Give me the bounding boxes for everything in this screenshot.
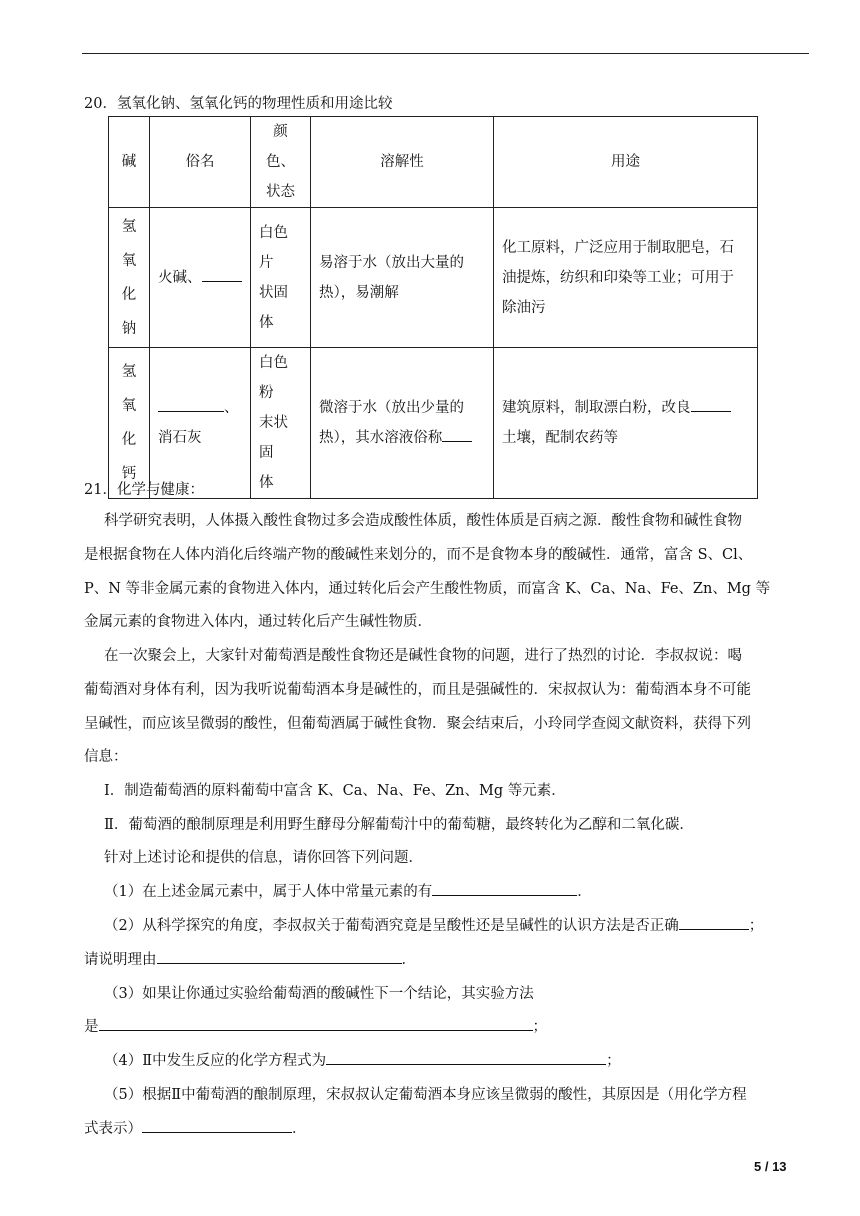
p2-line4: 信息： bbox=[84, 749, 128, 765]
q4-equation-blank[interactable] bbox=[326, 1051, 606, 1065]
question-4: （4）Ⅱ中发生反应的化学方程式为 ； bbox=[104, 1053, 621, 1069]
q3-method-blank[interactable] bbox=[99, 1017, 533, 1031]
naoh-solubility: 易溶于水（放出大量的 热），易潮解 bbox=[311, 208, 494, 348]
caoh-solution-blank[interactable] bbox=[442, 428, 472, 442]
naoh-common-blank[interactable] bbox=[202, 268, 242, 282]
p2-line1: 在一次聚会上，大家针对葡萄酒是酸性食物还是碱性食物的问题，进行了热烈的讨论．李叔叔说：喝 bbox=[104, 648, 742, 664]
table-row-caoh bbox=[109, 348, 758, 499]
caoh-solubility: 微溶于水（放出少量的 热），其水溶液俗称 bbox=[311, 348, 494, 499]
p1-line3: P、N 等非金属元素的食物进入体内，通过转化后会产生酸性物质，而富含 K、Ca、Na、Fe、Zn、Mg 等 bbox=[84, 581, 771, 597]
prompt-line: 针对上述讨论和提供的信息，请你回答下列问题． bbox=[104, 850, 423, 866]
naoh-common-name: 火碱、 bbox=[150, 208, 251, 348]
info-2: Ⅱ．葡萄酒的酿制原理是利用野生酵母分解葡萄汁中的葡萄糖，最终转化为乙醇和二氧化碳． bbox=[104, 817, 694, 833]
table-header-row bbox=[109, 117, 758, 208]
question-1: （1）在上述金属元素中，属于人体中常量元素的有 ． bbox=[104, 884, 592, 900]
caoh-common-name: 、 消石灰 bbox=[150, 348, 251, 499]
question-2: （2）从科学探究的角度，李叔叔关于葡萄酒究竟是呈酸性还是呈碱性的认识方法是否正确 ； bbox=[104, 918, 764, 934]
p1-line4: 金属元素的食物进入体内，通过转化后产生碱性物质． bbox=[84, 614, 432, 630]
question-2-reason: 请说明理由 ． bbox=[84, 952, 416, 968]
q2-correct-blank[interactable] bbox=[679, 916, 749, 930]
table-row-naoh bbox=[109, 208, 758, 348]
question-5: （5）根据Ⅱ中葡萄酒的酿制原理，宋叔叔认定葡萄酒本身应该呈微弱的酸性，其原因是（用化学方程 bbox=[104, 1087, 747, 1103]
naoh-state: 白色片 状固体 bbox=[251, 208, 311, 348]
p1-line2: 是根据食物在人体内消化后终端产物的酸碱性来划分的，而不是食物本身的酸碱性．通常，富含 S、Cl、 bbox=[84, 547, 753, 563]
header-base: 碱 bbox=[109, 117, 150, 208]
q5-equation-blank[interactable] bbox=[142, 1119, 292, 1133]
q1-answer-blank[interactable] bbox=[432, 882, 577, 896]
naoh-name: 氢 氧 化 钠 bbox=[109, 208, 150, 348]
info-1: Ⅰ．制造葡萄酒的原料葡萄中富含 K、Ca、Na、Fe、Zn、Mg 等元素． bbox=[104, 783, 566, 799]
header-common-name: 俗名 bbox=[150, 117, 251, 208]
caoh-uses-blank[interactable] bbox=[691, 398, 731, 412]
naoh-uses: 化工原料，广泛应用于制取肥皂，石 油提炼，纺织和印染等工业；可用于 除油污 bbox=[494, 208, 758, 348]
p2-line2: 葡萄酒对身体有利，因为我听说葡萄酒本身是碱性的，而且是强碱性的．宋叔叔认为：葡萄酒本身不可能 bbox=[84, 682, 751, 698]
header-rule bbox=[82, 53, 809, 54]
question-3-method: 是 ； bbox=[84, 1019, 547, 1035]
page-number: 5 / 13 bbox=[754, 1159, 787, 1174]
header-uses: 用途 bbox=[494, 117, 758, 208]
q21-title: 21．化学与健康： bbox=[84, 482, 204, 498]
caoh-name: 氢 氧 化 钙 bbox=[109, 348, 150, 499]
caoh-common-blank[interactable] bbox=[158, 398, 224, 412]
caoh-state: 白色粉 末状固 体 bbox=[251, 348, 311, 499]
q2-reason-blank[interactable] bbox=[157, 950, 402, 964]
p2-line3: 呈碱性，而应该呈微弱的酸性，但葡萄酒属于碱性食物．聚会结束后，小玲同学查阅文献资料，获得下列 bbox=[84, 716, 751, 732]
header-color-state: 颜色、 状态 bbox=[251, 117, 311, 208]
question-5-cont: 式表示） ． bbox=[84, 1121, 307, 1137]
p1-line1: 科学研究表明，人体摄入酸性食物过多会造成酸性体质，酸性体质是百病之源．酸性食物和碱性食物 bbox=[104, 513, 742, 529]
question-3: （3）如果让你通过实验给葡萄酒的酸碱性下一个结论，其实验方法 bbox=[104, 986, 534, 1002]
comparison-table bbox=[108, 116, 758, 499]
header-solubility: 溶解性 bbox=[311, 117, 494, 208]
caoh-uses: 建筑原料，制取漂白粉，改良 土壤，配制农药等 bbox=[494, 348, 758, 499]
q20-title: 20．氢氧化钠、氢氧化钙的物理性质和用途比较 bbox=[84, 96, 393, 112]
